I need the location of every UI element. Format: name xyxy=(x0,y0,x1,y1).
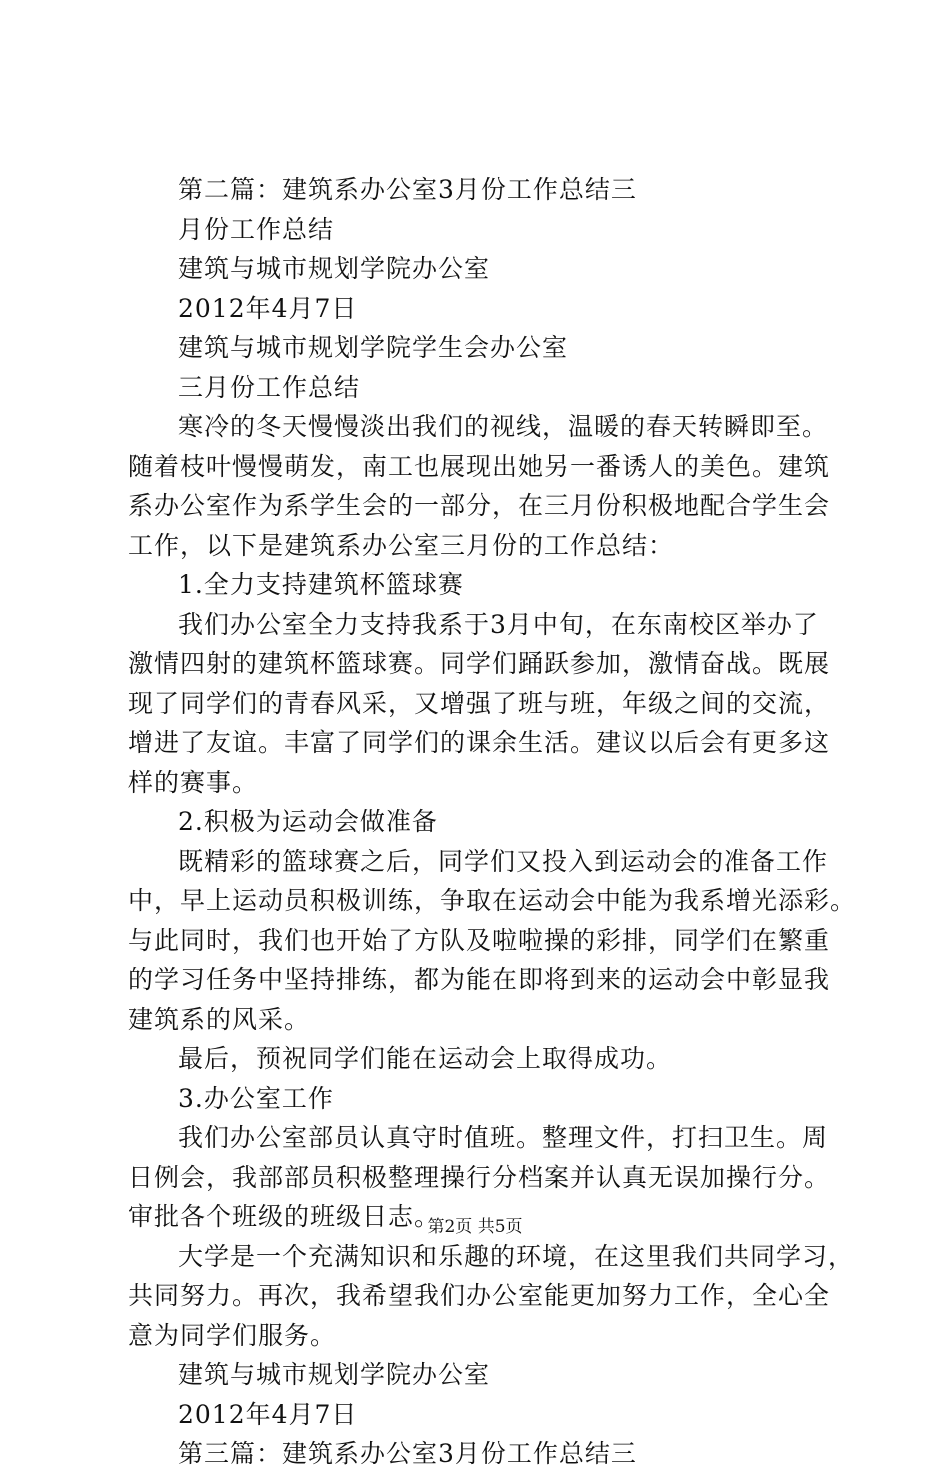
paragraph-line: 意为同学们服务。 xyxy=(128,1320,337,1350)
paragraph-line: 增进了友谊。丰富了同学们的课余生活。建议以后会有更多这 xyxy=(128,728,831,757)
heading-2: 2.积极为运动会做准备 xyxy=(178,807,438,836)
heading-3: 3.办公室工作 xyxy=(178,1083,334,1113)
date: 2012年4月7日 xyxy=(178,293,358,323)
paragraph-line: 与此同时，我们也开始了方队及啦啦操的彩排，同学们在繁重 xyxy=(128,925,831,955)
heading-1: 1.全力支持建筑杯篮球赛 xyxy=(178,570,464,599)
org-name-student-union: 建筑与城市规划学院学生会办公室 xyxy=(178,333,569,362)
paragraph-line: 中，早上运动员积极训练，争取在运动会中能为我系增光添彩。 xyxy=(128,886,857,915)
paragraph-line: 既精彩的篮球赛之后，同学们又投入到运动会的准备工作 xyxy=(178,846,829,876)
paragraph-line: 日例会，我部部员积极整理操行分档案并认真无误加操行分。 xyxy=(128,1162,831,1192)
section-title: 第二篇：建筑系办公室3月份工作总结三 xyxy=(178,175,637,204)
paragraph-line: 我们办公室部员认真守时值班。整理文件，打扫卫生。周 xyxy=(178,1123,829,1152)
paragraph-line: 现了同学们的青春风采，又增强了班与班，年级之间的交流， xyxy=(128,688,831,718)
page-footer: 第2页 共5页 xyxy=(427,1217,523,1237)
paragraph-basketball xyxy=(128,605,838,803)
paragraph-line: 系办公室作为系学生会的一部分，在三月份积极地配合学生会 xyxy=(128,491,831,520)
paragraph-closing xyxy=(128,1237,855,1356)
signature-date: 2012年4月7日 xyxy=(178,1399,358,1429)
paragraph-intro xyxy=(128,407,838,565)
section-title-cont: 月份工作总结 xyxy=(178,214,335,244)
paragraph-line: 审批各个班级的班级日志。 xyxy=(128,1202,441,1231)
paragraph-line: 激情四射的建筑杯篮球赛。同学们踊跃参加，激情奋战。既展 xyxy=(128,649,831,678)
paragraph-line: 我们办公室全力支持我系于3月中旬，在东南校区举办了 xyxy=(178,609,819,639)
paragraph-line: 共同努力。再次，我希望我们办公室能更加努力工作，全心全 xyxy=(128,1281,831,1310)
paragraph-line: 随着枝叶慢慢萌发，南工也展现出她另一番诱人的美色。建筑 xyxy=(128,451,831,481)
signature-org: 建筑与城市规划学院办公室 xyxy=(178,1360,491,1389)
paragraph-line: 建筑系的风采。 xyxy=(128,1004,311,1034)
document-body xyxy=(128,170,857,1474)
org-name: 建筑与城市规划学院办公室 xyxy=(178,254,491,283)
paragraph-line: 寒冷的冬天慢慢淡出我们的视线，温暖的春天转瞬即至。 xyxy=(178,412,829,441)
paragraph-line: 样的赛事。 xyxy=(128,767,259,797)
report-title: 三月份工作总结 xyxy=(178,372,361,402)
paragraph-sports-meet xyxy=(128,842,857,1040)
paragraph-line: 大学是一个充满知识和乐趣的环境，在这里我们共同学习， xyxy=(178,1241,855,1271)
paragraph-line: 工作，以下是建筑系办公室三月份的工作总结： xyxy=(128,530,675,560)
next-section-title: 第三篇：建筑系办公室3月份工作总结三 xyxy=(178,1439,637,1468)
paragraph-line: 的学习任务中坚持排练，都为能在即将到来的运动会中彰显我 xyxy=(128,965,831,994)
paragraph-wish: 最后，预祝同学们能在运动会上取得成功。 xyxy=(178,1044,673,1073)
